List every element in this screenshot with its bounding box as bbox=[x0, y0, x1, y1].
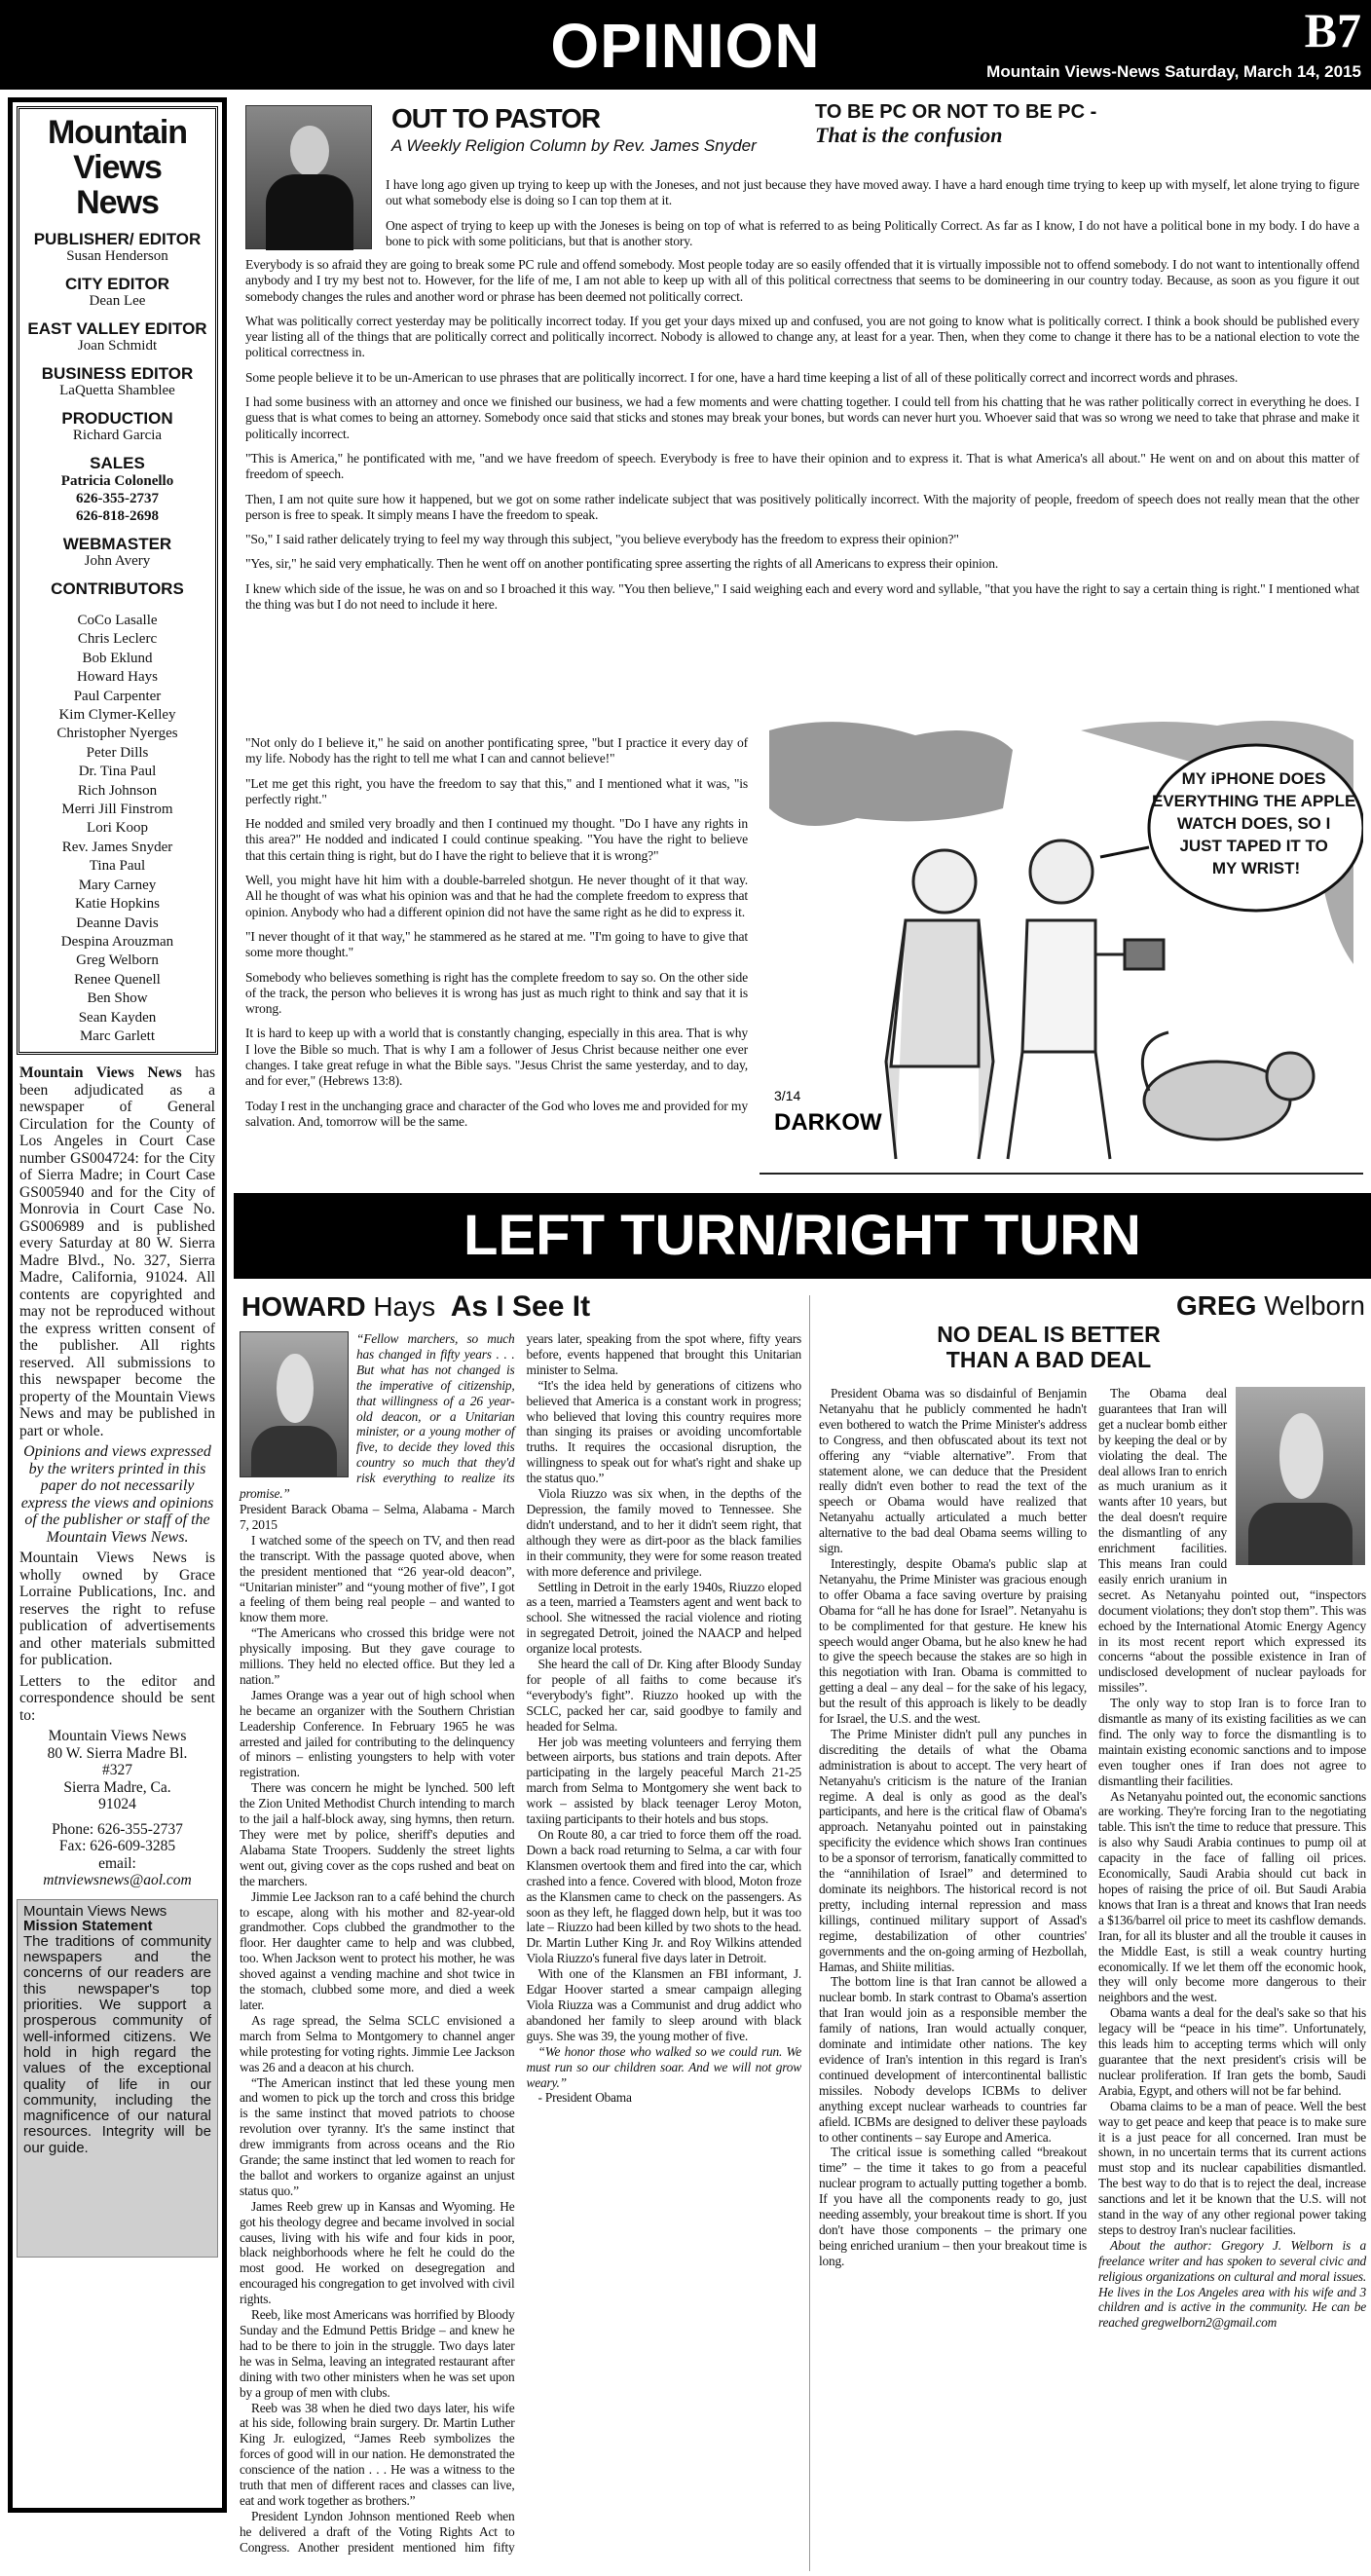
paragraph: The bottom line is that Iran cannot be allowed a nuclear bomb. In stark contrast to Obama's assertion that Iran would join as a responsible member the family of nations, Iran would actually conquer, dominate and intimidate other nations. The key evidence of Iran's intention in this regard is Iran's continued development of intercontinental ballistic missiles. Nobody develops ICBMs to deliver anything except nuclear warheads to countries far afield. ICBMs are designed to deliver these payloads to other continents – say Europe and America. bbox=[819, 1974, 1087, 2145]
address-line: 91024 bbox=[98, 1796, 136, 1813]
byline: GREG Welborn bbox=[1175, 1290, 1365, 1321]
contributor: Dr. Tina Paul bbox=[78, 764, 157, 780]
paragraph: "Not only do I believe it," he said on another pontificating spree, "but I practice it every day of my life. Nobody has the right to tell me what I can and cannot believe!" bbox=[245, 735, 748, 766]
man-glasses bbox=[886, 850, 993, 1159]
paragraph: I had some business with an attorney and once we finished our business, we had a few moments and were chatting together. I could tell from his chatting that he was rather politically correct in everything he does. I guess that is what comes to being an attorney. Somebody once said that sticks and stones may break your bones, but words can never hurt you. Whoever said that was so wrong we need to take that phrase and make it politically incorrect. bbox=[245, 394, 1359, 441]
paragraph: "I never thought of it that way," he stammered as he stared at me. "I'm going to have to give that some more thought." bbox=[245, 928, 748, 960]
staff-role: CITY EDITOR bbox=[64, 275, 170, 293]
paragraph: She heard the call of Dr. King after Bloody Sunday for people of all faiths to come because it's “everybody's fight”. Riuzzo hooked up with the SCLC, packed her car, said goodbye to family and headed for Selma. bbox=[526, 1657, 801, 1734]
paragraph: James Orange was a year out of high school when he became an organizer with the Southern Christian Leadership Conference. In February 1965 he was arrested and jailed for contributing to the delinquency of minors – enlisting youngsters to help with voter registration. bbox=[240, 1687, 515, 1780]
contributor: Rich Johnson bbox=[77, 782, 158, 799]
article-body bbox=[815, 1386, 1371, 2331]
address-line: 80 W. Sierra Madre Bl. bbox=[47, 1744, 188, 1762]
paragraph: "So," I said rather delicately trying to feel my way through this subject, "you believe everybody has the freedom to express their opinion?" bbox=[245, 532, 959, 547]
paragraph: As Netanyahu pointed out, the economic sanctions are working. They're forcing Iran to the negotiating table. This isn't the time to reduce that pressure. This is also why Saudi Arabia continues to pump oil at capacity in the face of falling oil prices. Economically, Saudi Arabia should cut back in hopes of raising the price of oil. But Saudi Arabia knows that Iran is a threat and knows that Iran needs a $136/barrel oil price to meet its cashflow demands. Iran, for all its bluster and all the trouble it causes in the Middle East, is still a weak country hurting economically. If we let them off the economic hook, they will only become more dangerous to their neighbors and the west. bbox=[1098, 1788, 1366, 2005]
paragraph: President Barack Obama – Selma, Alabama - March 7, 2015 bbox=[240, 1501, 515, 1532]
legal-text: has been adjudicated as a newspaper of General Circulation for the County of Los Angeles in Court Case number GS004724: for the City of Sierra Madre; in Court Case GS005940 and for the City of Monrovia in Court Case No. GS006989 and is published every Saturday at 80 W. Sierra Madre Blvd., No. 327, Sierra Madre, California, 91024. All contents are copyrighted and may not be reproduced without the express written consent of the publisher. All rights reserved. All submissions to this newspaper become the property of the Mountain Views News and may be published in part or whole. bbox=[19, 1064, 215, 1439]
paragraph: President Obama was so disdainful of Benjamin Netanyahu that he publicly commented he hadn't even bothered to watch the Prime Minister's address to Congress, and then obfuscated about its text not offering any “viable alternative”. From that statement alone, we can deduce that the President really didn't even bother to read the text of the speech or Obama would have realized that Netanyahu actually articulated a much better alternative to the bad deal Obama seems willing to sign. bbox=[819, 1386, 1087, 1556]
paragraph: I watched some of the speech on TV, and then read the transcript. With the passage quoted above, when the president mentioned that “26 year-old deacon”, “Unitarian minister” and “young mother of five”, I got a feeling of them being real people – and wanted to know them more. bbox=[240, 1532, 515, 1625]
staff-name: 626-818-2698 bbox=[76, 508, 159, 524]
address-line: Mountain Views News bbox=[48, 1728, 187, 1745]
ownership: Mountain Views News is wholly owned by Grace Lorraine Publications, Inc. and reserves the right to refuse publication of advertisements and other materials submitted for publication. bbox=[19, 1549, 215, 1669]
paragraph: What was politically correct yesterday may be politically incorrect today. If you get your days mixed up and confused, you are not going to know what is politically correct. I think a book should be published every year listing all of the things that are politically correct and politically incorrect. Nobody is allowed to change any, at least for a year. Then, when they come to change it there has to be a national election to vote the political correctness in. bbox=[245, 313, 1359, 360]
contributor: Christopher Nyerges bbox=[56, 726, 178, 742]
paragraph: Somebody who believes something is right has the complete freedom to say so. On the other side of the track, the person who believes it is wrong has just as much right to think and say that it is wrong. bbox=[245, 969, 748, 1017]
article-body bbox=[245, 735, 748, 1139]
paragraph: He nodded and smiled very broadly and then I continued my thought. "Do I have any rights in this area?" He nodded and indicated I could continue speaking. "You have the right to believe that this certain thing is right, but do I have the right to believe that it is wrong?" bbox=[245, 816, 748, 863]
page-header bbox=[0, 0, 1371, 90]
dateline: Mountain Views-News Saturday, March 14, 2015 bbox=[986, 62, 1361, 81]
article-body bbox=[245, 257, 1359, 621]
paragraph: The Obama deal guarantees that Iran will get a nuclear bomb either by keeping the deal or by violating the deal. The deal allows Iran to enrich as much uranium as it wants after 10 years, but the deal doesn't require the dismantling of any enrichment facilities. This means Iran could easily enrich uranium in secret. As Netanyahu pointed out, “inspectors document violations; they don't stop them”. This was echoed by the International Atomic Energy Agency in its most recent report which expressed its concerns “about the possible existence in Iran of undisclosed development of nuclear payloads for missiles”. bbox=[1098, 1386, 1366, 1696]
contributor: Mary Carney bbox=[78, 877, 157, 893]
staff-name: Dean Lee bbox=[89, 293, 146, 309]
paragraph: “The American instinct that led these young men and women to pick up the torch and cross this bridge is the same instinct that moved patriots to choose revolution over tyranny. It's the same instinct that drew immigrants from across oceans and the Rio Grande; the same instinct that led women to reach for the ballot and workers to organize against an unjust status quo.” bbox=[240, 2074, 515, 2198]
paragraph: Everybody is so afraid they are going to break some PC rule and offend somebody. Most people today are so easily offended that it is virtually impossible not to offend somebody. I do not want to intentionally offend anybody and I try my best not to. However, for the life of me, I am not able to keep up with all of this political correctness that seems to be domineering in our country today. Because, as soon as you figure it out somebody changes the rules and another word or phrase has been deemed not politically correct. bbox=[245, 257, 1359, 304]
author-photo bbox=[245, 105, 372, 249]
paragraph: "Yes, sir," he said very emphatically. Then he went off on another pontificating spree asserting the rights of all Americans to express their opinion. bbox=[245, 556, 999, 572]
contributor: Tina Paul bbox=[89, 858, 146, 875]
howard-hays-column bbox=[236, 1290, 805, 2576]
paragraph: Jimmie Lee Jackson ran to a café behind the church to escape, along with his mother and 82-year-old grandmother. Cops clubbed the grandmother to the floor. Her daughter came to help and was clubbed, too. When Jackson went to protect his mother, he was shoved against a vending machine and shot twice in the stomach, clubbed some more, and died a week later. bbox=[240, 1888, 515, 2012]
paragraph: It is hard to keep up with a world that is constantly changing, especially in this area. That is why I love the Bible so much. That is why I am a follower of Jesus Christ because neither one ever changes. I take great refuge in what the Bible says. "Jesus Christ the same yesterday, and to day, and for ever," (Hebrews 13:8). bbox=[245, 1026, 748, 1089]
closing-quote: “We honor those who walked so we could run. We must run so our children soar. And we will not grow weary.” bbox=[526, 2043, 801, 2090]
staff-name: Richard Garcia bbox=[72, 428, 163, 443]
paragraph: I have long ago given up trying to keep up with the Joneses, and not just because they have moved away. I have a hard enough time trying to keep up with myself, let alone trying to figure out what somebody else is doing so I can top them at it. bbox=[386, 177, 1359, 208]
article-body bbox=[236, 1331, 805, 2560]
paragraph: The critical issue is something called “breakout time” – the time it takes to go from a peaceful nuclear program to actually putting together a bomb. If you have all the components ready to go, just needing assembly, your breakout time is short. If you don't have those components – the primary one being enriched uranium – then your breakout time is long. bbox=[819, 2145, 1087, 2268]
paragraph: Settling in Detroit in the early 1940s, Riuzzo eloped as a teen, married a Teamsters agent and went back to school. She witnessed the racial violence and rioting in segregated Detroit, joined the NAACP and helped organize local protests. bbox=[526, 1579, 801, 1657]
contributor: Katie Hopkins bbox=[74, 896, 161, 913]
masthead-line: News bbox=[76, 184, 159, 221]
speech-line: MY iPHONE DOES bbox=[1181, 769, 1326, 788]
speech-line: WATCH DOES, SO I bbox=[1176, 814, 1331, 833]
author-photo bbox=[1235, 1386, 1366, 1566]
cartoonist-signature: DARKOW bbox=[774, 1109, 882, 1136]
paragraph: James Reeb grew up in Kansas and Wyoming. He got his theology degree and became involved in social causes, living with his wife and four kids in poor, black neighborhoods where he felt he could do the most good. He worked on desegregation and encouraged his congregation to get involved with civil rights. bbox=[240, 2198, 515, 2307]
masthead-line: Mountain bbox=[47, 114, 188, 151]
masthead bbox=[17, 106, 218, 1055]
man-cap bbox=[1008, 840, 1164, 1159]
lead-quote: “Fellow marchers, so much has changed in fifty years . . . But what has not changed is the imperative of citizenship, that willingness of a 26 year-old deacon, or a Unitarian minister, or a young mother of five, to decide they loved this country so much that they'd risk everything to realize its promise.” bbox=[240, 1331, 515, 1502]
contributor: Chris Leclerc bbox=[77, 631, 158, 648]
column-subtitle: A Weekly Religion Column by Rev. James Snyder bbox=[391, 136, 757, 155]
paragraph: There was concern he might be lynched. 500 left the Zion United Methodist Church intending to march to the jail a half-block away, sing hymns, then return. They were met by police, sheriff's deputies and Alabama State Troopers. Suddenly the street lights went out, giving cover as the cops rushed and beat on the marchers. bbox=[240, 1780, 515, 1888]
dog bbox=[1142, 1032, 1314, 1139]
address-line: #327 bbox=[102, 1762, 132, 1779]
cartoon-date: 3/14 bbox=[774, 1088, 801, 1103]
author-photo bbox=[240, 1331, 349, 1477]
staff-list bbox=[23, 230, 211, 570]
section-banner: LEFT TURN/RIGHT TURN bbox=[234, 1193, 1371, 1279]
page-number: B7 bbox=[1304, 3, 1361, 57]
paragraph: Interestingly, despite Obama's public slap at Netanyahu, the Prime Minister was gracious enough to offer Obama a face saving overture by praising Obama for “all he has done for Israel”. Netanyahu is to be complimented for that gesture. He knew his speech would anger Obama, but he also knew he had to give the speech because the stakes are so high in this negotiation with Iran. Obama is committed to getting a deal – any deal – for the sake of his legacy, but the result of this approach is likely to be deadly for Israel, the U.S. and the west. bbox=[819, 1555, 1087, 1727]
contact-info bbox=[19, 1821, 215, 1873]
mission-statement bbox=[17, 1899, 218, 2258]
mailing-address bbox=[19, 1728, 215, 1813]
staff-role: PRODUCTION bbox=[61, 409, 173, 428]
article-column bbox=[1098, 1386, 1366, 2331]
religion-column bbox=[236, 97, 1363, 1186]
email-link[interactable]: mtnviewsnews@aol.com bbox=[43, 1872, 192, 1889]
editorial-cartoon bbox=[760, 711, 1363, 1186]
article-column bbox=[819, 1386, 1087, 2331]
paragraph: Today I rest in the unchanging grace and character of the God who loves me and provided for my salvation. And, tomorrow will be the same. bbox=[245, 1098, 748, 1129]
article-title: TO BE PC OR NOT TO BE PC - bbox=[815, 101, 1097, 123]
paragraph: Some people believe it to be un-American to use phrases that are politically incorrect. I for one, have a hard time keeping a list of all of these politically correct and incorrect words and phrases. bbox=[245, 369, 1239, 385]
disclaimer: Opinions and views expressed by the writers printed in this paper do not necessarily express the views and opinions of the publisher or staff of the Mountain Views News. bbox=[20, 1443, 214, 1546]
paragraph: The only way to stop Iran is to force Iran to dismantle as many of its existing facilities as we can find. The only way to force the dismantling is to maintain existing economic sanctions and to impose even tougher ones if Iran does not agree to dismantling their facilities. bbox=[1098, 1696, 1366, 1788]
staff-role: PUBLISHER/ EDITOR bbox=[33, 230, 202, 248]
paragraph: Obama claims to be a man of peace. Well the best way to get peace and keep that peace is to make sure it is a just peace for all concerned. Iran must be shown, in no uncertain terms that its current actions must stop and its nuclear capabilities dismantled. The best way to do that is to reject the deal, increase sanctions and let it be known that the U.S. will not stand in the way of any other regional power taking steps to destroy Iran's nuclear facilities. bbox=[1098, 2098, 1366, 2237]
contributor: Rev. James Snyder bbox=[61, 839, 173, 855]
staff-role: EAST VALLEY EDITOR bbox=[27, 319, 207, 338]
paragraph: Obama wants a deal for the deal's sake so that his legacy will be “peace in his time”. Unfortunately, this leads him to accepting terms which will only guarantee that the next president's crisis will be nuclear proliferation. If Iran gets the bomb, Saudi Arabia, Egypt, and others will not be far behind. bbox=[1098, 2005, 1366, 2098]
address-line: Sierra Madre, Ca. bbox=[63, 1778, 171, 1796]
paragraph: Her job was meeting volunteers and ferrying them between airports, bus stations and train depots. After participating in the largely peaceful March 21-25 march from Selma to Montgomery she went back to work – assisted by black teenager Leroy Moton, taxiing participants to their hotels and bus stops. bbox=[526, 1734, 801, 1827]
paragraph: “It's the idea held by generations of citizens who believed that America is a constant work in progress; who believed that loving this country requires more than singing its praises or avoiding uncomfortable truths. It requires the occasional disruption, the willingness to speak out for what's right and shake up the status quo.” bbox=[526, 1377, 801, 1486]
paragraph: With one of the Klansmen an FBI informant, J. Edgar Hoover started a smear campaign alleging Viola Riuzza was a Communist and drug addict who abandoned her family to sleep around with black guys. She was 39, the young mother of five. bbox=[526, 1966, 801, 2043]
paragraph: Well, you might have hit him with a double-barreled shotgun. He never thought of it that way. All he thought of was what his opinion was and that he had the complete freedom to express that opinion. Anybody who had a different opinion did not have the same right as he did to express it. bbox=[245, 873, 748, 919]
contributor: Despina Arouzman bbox=[60, 933, 174, 950]
staff-sidebar bbox=[8, 97, 227, 2513]
contributor: Sean Kayden bbox=[78, 1009, 157, 1026]
legal-notice bbox=[17, 1064, 218, 1889]
masthead-line: Views bbox=[73, 149, 162, 186]
speech-line: EVERYTHING THE APPLE bbox=[1151, 792, 1356, 810]
article-body bbox=[386, 177, 1359, 258]
contributor: Kim Clymer-Kelley bbox=[58, 707, 176, 724]
contributor: Lori Koop bbox=[87, 820, 148, 837]
speech-line: MY WRIST! bbox=[1211, 859, 1301, 877]
staff-name: 626-355-2737 bbox=[76, 491, 159, 506]
contributors-heading: CONTRIBUTORS bbox=[51, 579, 184, 598]
contact-line: Fax: 626-609-3285 bbox=[58, 1838, 176, 1855]
staff-role: WEBMASTER bbox=[62, 535, 172, 553]
contributor: Renee Quenell bbox=[74, 971, 161, 988]
staff-role: BUSINESS EDITOR bbox=[41, 364, 194, 383]
contributor: Bob Eklund bbox=[82, 650, 153, 666]
mission-title: Mission Statement bbox=[23, 1918, 153, 1935]
article-subtitle: That is the confusion bbox=[815, 123, 1003, 147]
contributor: Deanne Davis bbox=[76, 915, 159, 931]
paragraph: "This is America," he pontificated with me, "and we have freedom of speech. Everybody is free to have their opinion and to express it. That is what America's all about." He went on and on about this matter of freedom of speech. bbox=[245, 450, 1359, 482]
paragraph: “The Americans who crossed this bridge were not physically imposing. But they gave courage to millions. They held no elected office. But they led a nation.” bbox=[240, 1625, 515, 1687]
contributor: Howard Hays bbox=[77, 669, 158, 686]
staff-name: Patricia Colonello bbox=[60, 473, 174, 489]
paragraph: Reeb, like most Americans was horrified by Bloody Sunday and the Edmund Pettis Bridge – and knew he had to be there to join in the struggle. Two days later he was in Selma, leaving an integrated restaurant after dining with two other ministers when he was set upon by a group of men with clubs. bbox=[240, 2307, 515, 2400]
speech-line: JUST TAPED IT TO bbox=[1179, 837, 1328, 855]
paragraph: "Let me get this right, you have the freedom to say that this," and I mentioned what it was, "is perfectly right." bbox=[245, 775, 748, 806]
letters: Letters to the editor and correspondence should be sent to: bbox=[19, 1672, 215, 1724]
staff-name: Susan Henderson bbox=[66, 248, 168, 264]
author-note: About the author: Gregory J. Welborn is a freelance writer and has spoken to several civic and religious organizations on cultural and moral issues. He lives in the Los Angeles area with his wife and 3 children and is active in the community. He can be reached gregwelborn2@gmail.com bbox=[1098, 2237, 1366, 2331]
contributor: Ben Show bbox=[87, 990, 148, 1007]
contributor: Paul Carpenter bbox=[73, 688, 162, 704]
staff-name: Joan Schmidt bbox=[77, 338, 158, 354]
contributor: Marc Garlett bbox=[79, 1027, 156, 1044]
mission-text: The traditions of community newspapers and the concerns of our readers are this newspaper's top priorities. We support a prosperous community of well-informed citizens. We hold in high regard the values of the exceptional quality of life in our community, including the magnificence of our natural resources. Integrity will be our guide. bbox=[23, 1932, 211, 2156]
closing-attribution: - President Obama bbox=[537, 2090, 632, 2106]
column-name: As I See It bbox=[450, 1290, 591, 1323]
contributors-list bbox=[23, 612, 211, 1046]
contact-line: Phone: 626-355-2737 bbox=[52, 1820, 183, 1838]
paragraph: As rage spread, the Selma SCLC envisioned a march from Selma to Montgomery to channel anger while protesting for voting rights. Jimmie Lee Jackson was 26 and a deacon at his church. bbox=[240, 2012, 515, 2074]
paragraph: On Route 80, a car tried to force them off the road. Down a back road returning to Selma, a car with four Klansmen overtook them and fired into the car, which crashed into a fence. Covered with blood, Moton froze as the Klansmen came to check on the passengers. As soon as they left, he flagged down help, but it was too late – Riuzzo had been killed by two shots to the head. Dr. Martin Luther King Jr. and Roy Wilkins attended Viola Riuzzo's funeral five days later in Detroit. bbox=[526, 1827, 801, 1966]
column-divider bbox=[809, 1295, 810, 2571]
column-name: OUT TO PASTOR bbox=[391, 103, 601, 133]
staff-name: LaQuetta Shamblee bbox=[59, 383, 175, 398]
staff-role: SALES bbox=[90, 454, 145, 472]
section-title: OPINION bbox=[550, 11, 821, 81]
greg-welborn-column bbox=[815, 1290, 1371, 2576]
paragraph: Viola Riuzzo was six when, in the depths of the Depression, the family moved to Tennessee. She didn't understand, and to her it didn't seem right, that although they were as dirt-poor as the black families in their community, they were for some reason treated with more deference and privilege. bbox=[526, 1486, 801, 1579]
paragraph: President Lyndon Johnson mentioned Reeb when he delivered a draft of the Voting Rights Act to Congress. Another president mentioned him fifty years later, speaking from the spot where, fifty years before, events happened that brought this Unitarian minister to Selma. bbox=[240, 1331, 801, 2555]
article-title: NO DEAL IS BETTER THAN A BAD DEAL bbox=[937, 1322, 1161, 1372]
contributor: Merri Jill Finstrom bbox=[61, 802, 173, 818]
paragraph: Reeb was 38 when he died two days later, his wife at his side, following brain surgery. Dr. Martin Luther King Jr. eulogized, “James Reeb symbolizes the forces of good will in our nation. He demonstrated the conscience of the nation . . . He was a witness to the truth that men of different races and classes can live, eat and work together as brothers.” bbox=[240, 2400, 515, 2508]
legal-lead: Mountain Views News bbox=[19, 1064, 182, 1082]
paragraph: I knew which side of the issue, he was on and so I broached it this way. "You then believe," I said weighing each and every word and syllable, "that you have the right to say a certain thing is right." I mentioned what the thing was but I do not need to include it here. bbox=[245, 580, 1359, 613]
contact-line: email: bbox=[98, 1854, 136, 1872]
contributor: Peter Dills bbox=[86, 744, 149, 761]
contributor: Greg Welborn bbox=[76, 952, 159, 969]
contributor: CoCo Lasalle bbox=[77, 613, 158, 628]
staff-name: John Avery bbox=[84, 553, 151, 569]
paragraph: One aspect of trying to keep up with the Joneses is being on top of what is referred to as being Politically Correct. As far as I know, I do not have a political bone in my body. I do have a bone to pick with some politicians, but that is another story. bbox=[386, 217, 1359, 248]
paragraph: The Prime Minister didn't pull any punches in discrediting the details of what the Obama administration is about to accept. The very heart of Netanyahu's criticism is the nature of the Iranian regime. A deal is only as good as the deal's participants, and here is the critical flaw of Obama's approach. Netanyahu pointed out in painstaking specificity the evidence which shows Iran continues to be a sponsor of terrorism, fanatically committed to the “annihilation of Israel” and determined to dominate its neighbors. The historical record is not pretty, including internal repression and mass killings, continued military support of Assad's regime, destabilization of other countries' governments and the on-going arming of Hezbollah, Hamas, and Shiite militias. bbox=[819, 1726, 1087, 1974]
mission-paper: Mountain Views News bbox=[23, 1902, 167, 1920]
paragraph: Then, I am not quite sure how it happened, but we got on some rather indelicate subject that was positively politically incorrect. With the majority of people, freedom of speech does not really mean that the other person is free to speak. It simply means I have the freedom to speak. bbox=[245, 491, 1359, 522]
byline: HOWARD Hays As I See It bbox=[241, 1290, 591, 1323]
